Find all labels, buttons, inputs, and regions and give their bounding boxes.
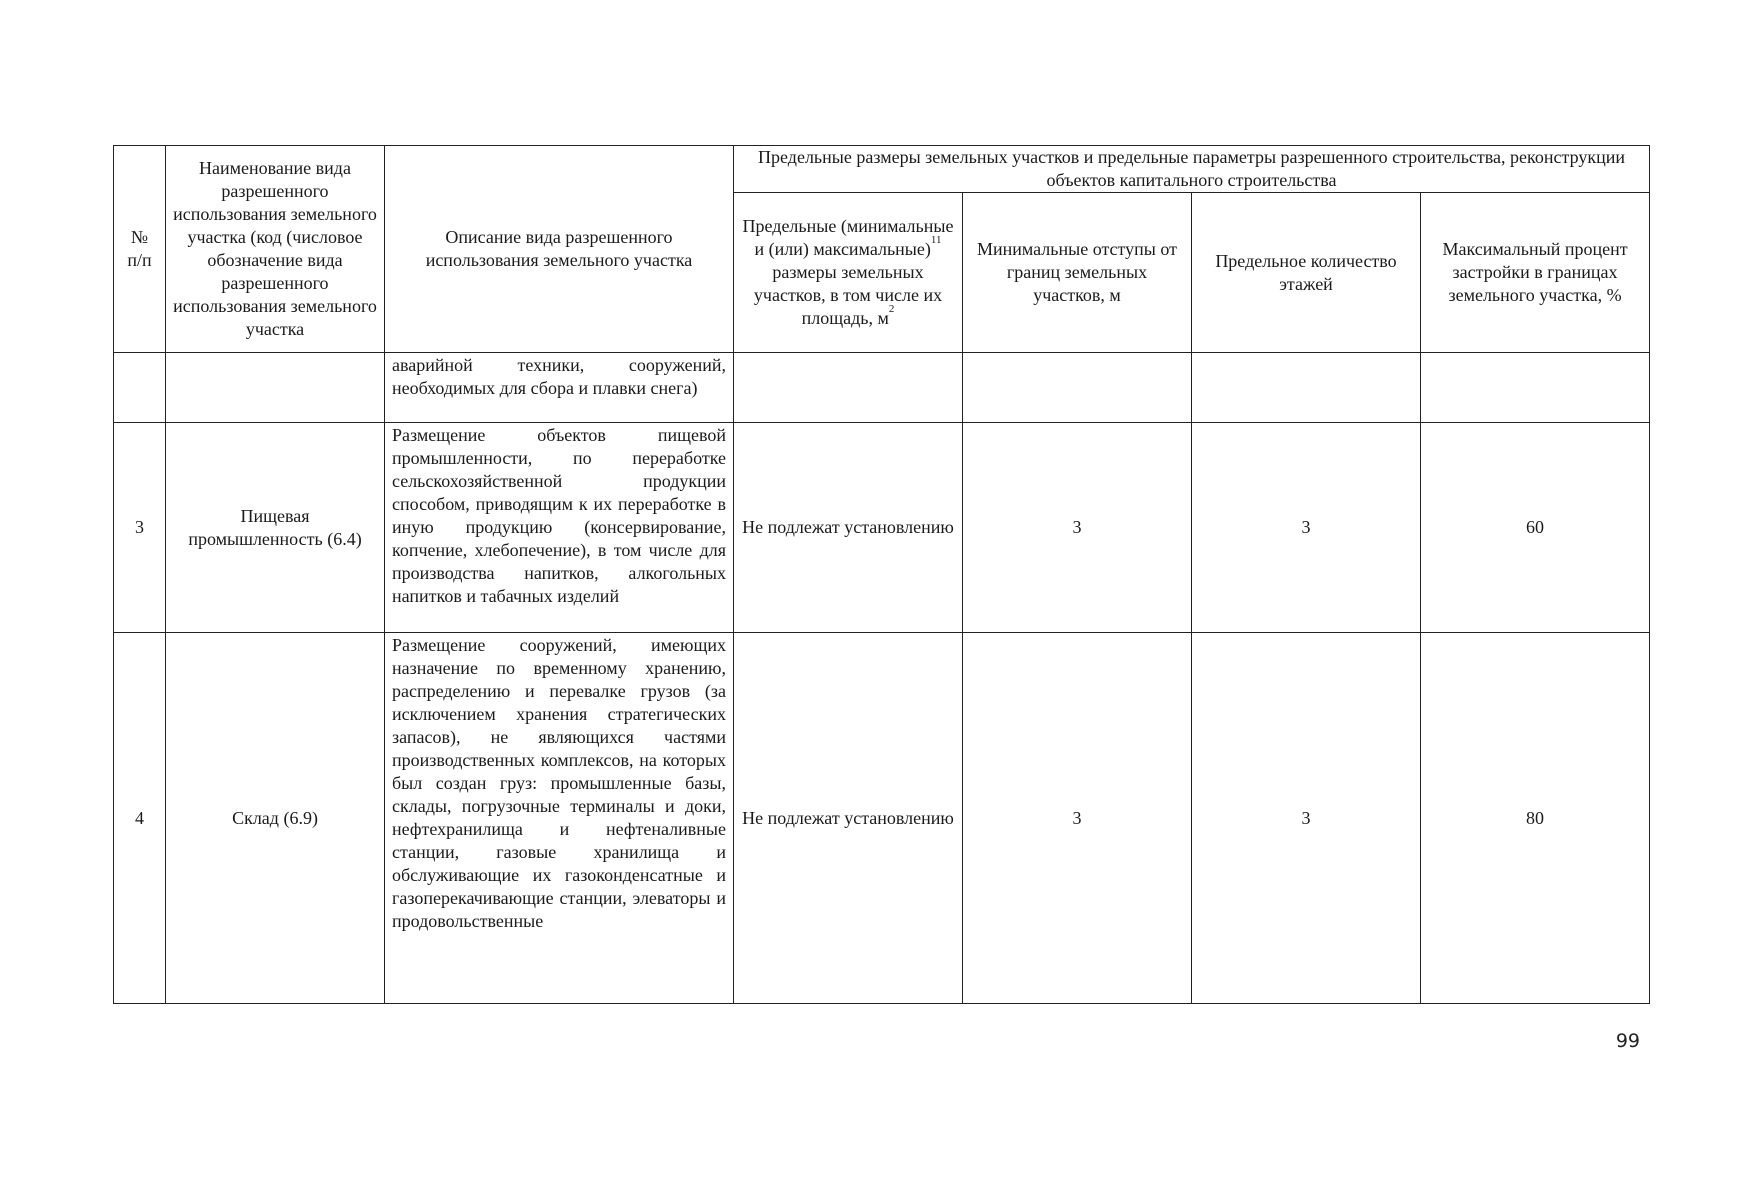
- header-size-rest: размеры земельных участков, в том числе их площадь, м: [753, 262, 943, 328]
- cell-name: [166, 353, 385, 423]
- cell-num: [114, 353, 166, 423]
- cell-coverage: 80: [1421, 633, 1650, 1004]
- table-row: [114, 633, 1650, 1004]
- cell-num: 4: [114, 633, 166, 1004]
- cell-coverage: [1421, 353, 1650, 423]
- header-floors: Предельное количество этажей: [1192, 193, 1421, 353]
- cell-size: [734, 353, 963, 423]
- cell-setback: [963, 353, 1192, 423]
- header-setback: Минимальные отступы от границ земельных участков, м: [963, 193, 1192, 353]
- header-description: Описание вида разрешенного использования земельного участка: [385, 146, 734, 353]
- cell-floors: 3: [1192, 423, 1421, 633]
- cell-setback: 3: [963, 423, 1192, 633]
- table-row: [114, 423, 1650, 633]
- cell-num: 3: [114, 423, 166, 633]
- cell-setback: 3: [963, 633, 1192, 1004]
- unit-superscript: 2: [888, 303, 895, 315]
- cell-description: Размещение сооружений, имеющих назначение по временному хранению, распределению и перевалке грузов (за исключением хранения стратегических запасов), не являющихся частями производственных комплексов, на которых был создан груз: промышленные базы, склады, погрузочные терминалы и доки, нефтехранилища и нефтеналивные станции, газовые хранилища и обслуживающие их газоконденсатные и газоперекачивающие станции, элеваторы и продовольственные: [385, 633, 734, 1004]
- cell-size: Не подлежат установлению: [734, 633, 963, 1004]
- land-use-table: [113, 145, 1650, 1004]
- header-row-top: [114, 146, 1650, 193]
- cell-floors: [1192, 353, 1421, 423]
- cell-name: Склад (6.9): [166, 633, 385, 1004]
- header-size: [734, 193, 963, 353]
- header-limits-group: Предельные размеры земельных участков и предельные параметры разрешенного строительства, реконструкции объектов капитального строительства: [734, 146, 1650, 193]
- header-num: № п/п: [114, 146, 166, 353]
- cell-size: Не подлежат установлению: [734, 423, 963, 633]
- page-number: 99: [1615, 1030, 1640, 1052]
- header-coverage: Максимальный процент застройки в границах земельного участка, %: [1421, 193, 1650, 353]
- footnote-marker: 11: [930, 234, 942, 246]
- cell-description: аварийной техники, сооружений, необходимых для сбора и плавки снега): [385, 353, 734, 423]
- cell-coverage: 60: [1421, 423, 1650, 633]
- cell-description: Размещение объектов пищевой промышленности, по переработке сельскохозяйственной продукции способом, приводящим к их переработке в иную продукцию (консервирование, копчение, хлебопечение), в том числе для производства напитков, алкогольных напитков и табачных изделий: [385, 423, 734, 633]
- header-name: Наименование вида разрешенного использования земельного участка (код (числовое обозначение вида разрешенного использования земельного участка: [166, 146, 385, 353]
- table-row: [114, 353, 1650, 423]
- cell-name: Пищевая промышленность (6.4): [166, 423, 385, 633]
- cell-floors: 3: [1192, 633, 1421, 1004]
- header-size-main: Предельные (минимальные и (или) максимальные): [742, 216, 954, 259]
